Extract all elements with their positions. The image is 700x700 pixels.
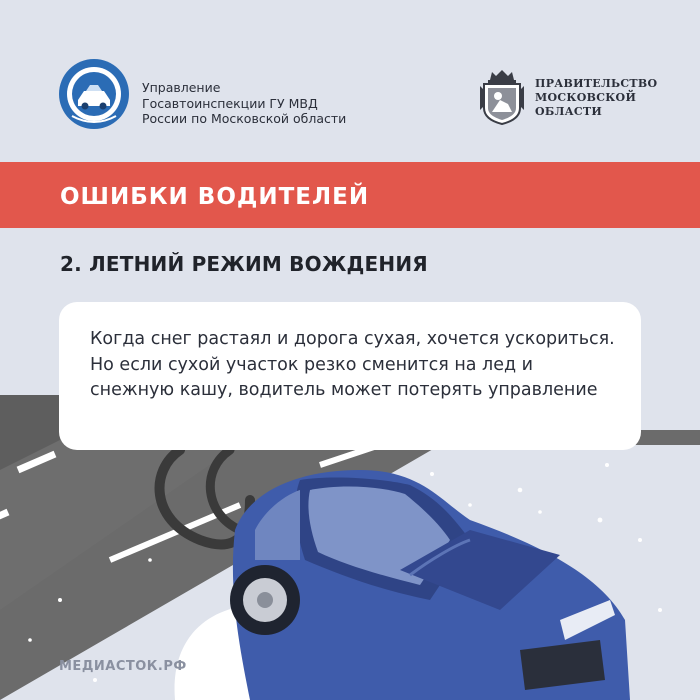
footer-source[interactable]: МЕДИАСТОК.РФ xyxy=(59,659,187,674)
page-title: ОШИБКИ ВОДИТЕЛЕЙ xyxy=(60,184,370,210)
gov-org-line: ПРАВИТЕЛЬСТВО xyxy=(535,77,658,90)
gai-org-line: Госавтоинспекции ГУ МВД xyxy=(142,95,318,111)
gai-org-line: Управление xyxy=(142,80,221,95)
gai-org-name xyxy=(142,80,346,127)
section-subtitle: 2. ЛЕТНИЙ РЕЖИМ ВОЖДЕНИЯ xyxy=(60,252,428,276)
gai-logo-icon xyxy=(58,58,130,130)
header xyxy=(0,0,700,162)
coat-of-arms-icon xyxy=(478,66,526,126)
gov-org-name xyxy=(535,77,657,119)
gov-org-line: ОБЛАСТИ xyxy=(535,105,603,118)
gai-org-line: России по Московской области xyxy=(142,111,347,126)
car xyxy=(230,470,630,700)
gov-org-line: МОСКОВСКОЙ xyxy=(535,91,637,104)
info-card-text: Когда снег растаял и дорога сухая, хочется ускориться. Но если сухой участок резко сменится на лед и снежную кашу, водитель может потерять управление xyxy=(90,329,615,400)
